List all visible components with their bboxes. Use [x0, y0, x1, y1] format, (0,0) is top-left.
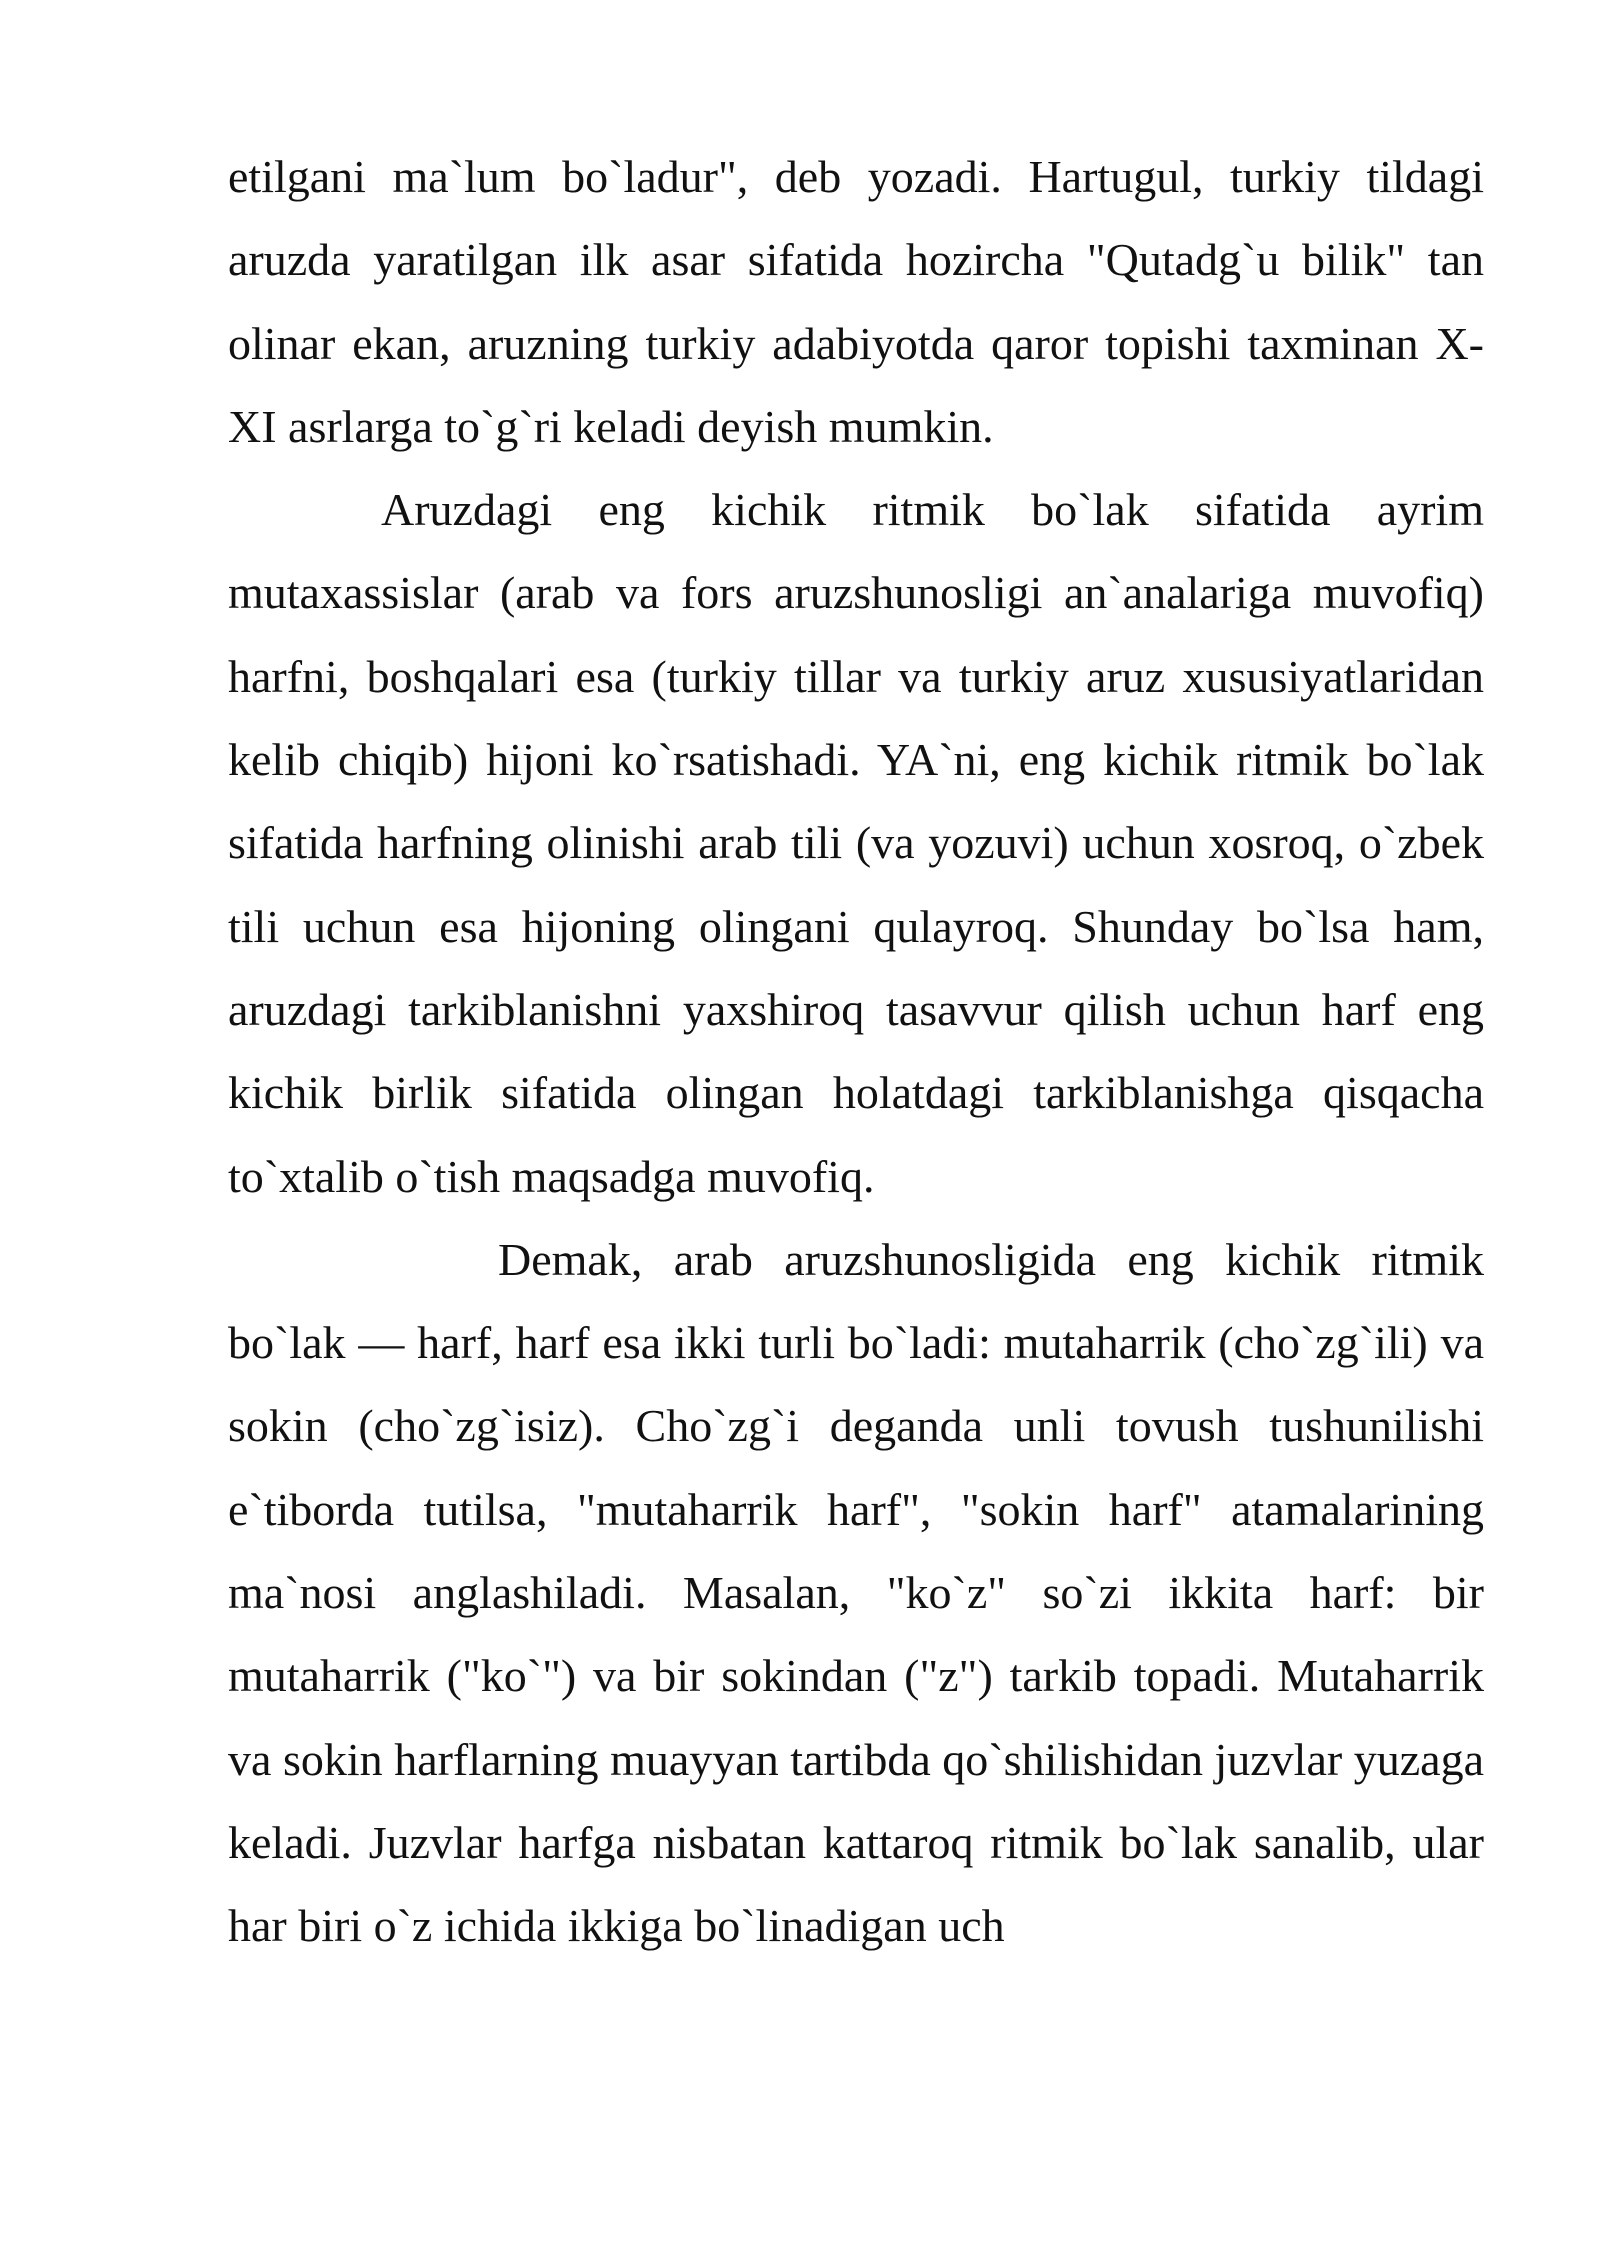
body-text — [228, 135, 1484, 1968]
paragraph-2: Aruzdagi eng kichik ritmik bo`lak sifatida ayrim mutaxassislar (arab va fors aruzshunosligi an`analariga muvofiq) harfni, boshqalari esa (turkiy tillar va turkiy aruz xususiyatlaridan kelib chiqib) hijoni ko`rsatishadi. YA`ni, eng kichik ritmik bo`lak sifatida harfning olinishi arab tili (va yozuvi) uchun xosroq, o`zbek tili uchun esa hijoning olingani qulayroq. Shunday bo`lsa ham, aruzdagi tarkiblanishni yaxshiroq tasavvur qilish uchun harf eng kichik birlik sifatida olingan holatdagi tarkiblanishga qisqacha to`xtalib o`tish maqsadga muvofiq. — [228, 484, 1484, 1202]
paragraph-1: etilgani ma`lum bo`ladur", deb yozadi. Hartugul, turkiy tildagi aruzda yaratilgan ilk asar sifatida hozircha "Qutadg`u bilik" tan olinar ekan, aruzning turkiy adabiyotda qaror topishi taxminan X-XI asrlarga to`g`ri keladi deyish mumkin. — [228, 151, 1484, 452]
paragraph-3: Demak, arab aruzshunosligida eng kichik ritmik bo`lak — harf, harf esa ikki turli bo`ladi: mutaharrik (cho`zg`ili) va sokin (cho`zg`isiz). Cho`zg`i deganda unli tovush tushunilishi e`tiborda tutilsa, "mutaharrik harf", "sokin harf" atamalarining ma`nosi anglashiladi. Masalan, "ko`z" so`zi ikkita harf: bir mutaharrik ("ko`") va bir sokindan ("z") tarkib topadi. Mutaharrik va sokin harflarning muayyan tartibda qo`shilishidan juzvlar yuzaga keladi. Juzvlar harfga nisbatan kattaroq ritmik bo`lak sanalib, ular har biri o`z ichida ikkiga bo`linadigan uch — [228, 1233, 1484, 1952]
